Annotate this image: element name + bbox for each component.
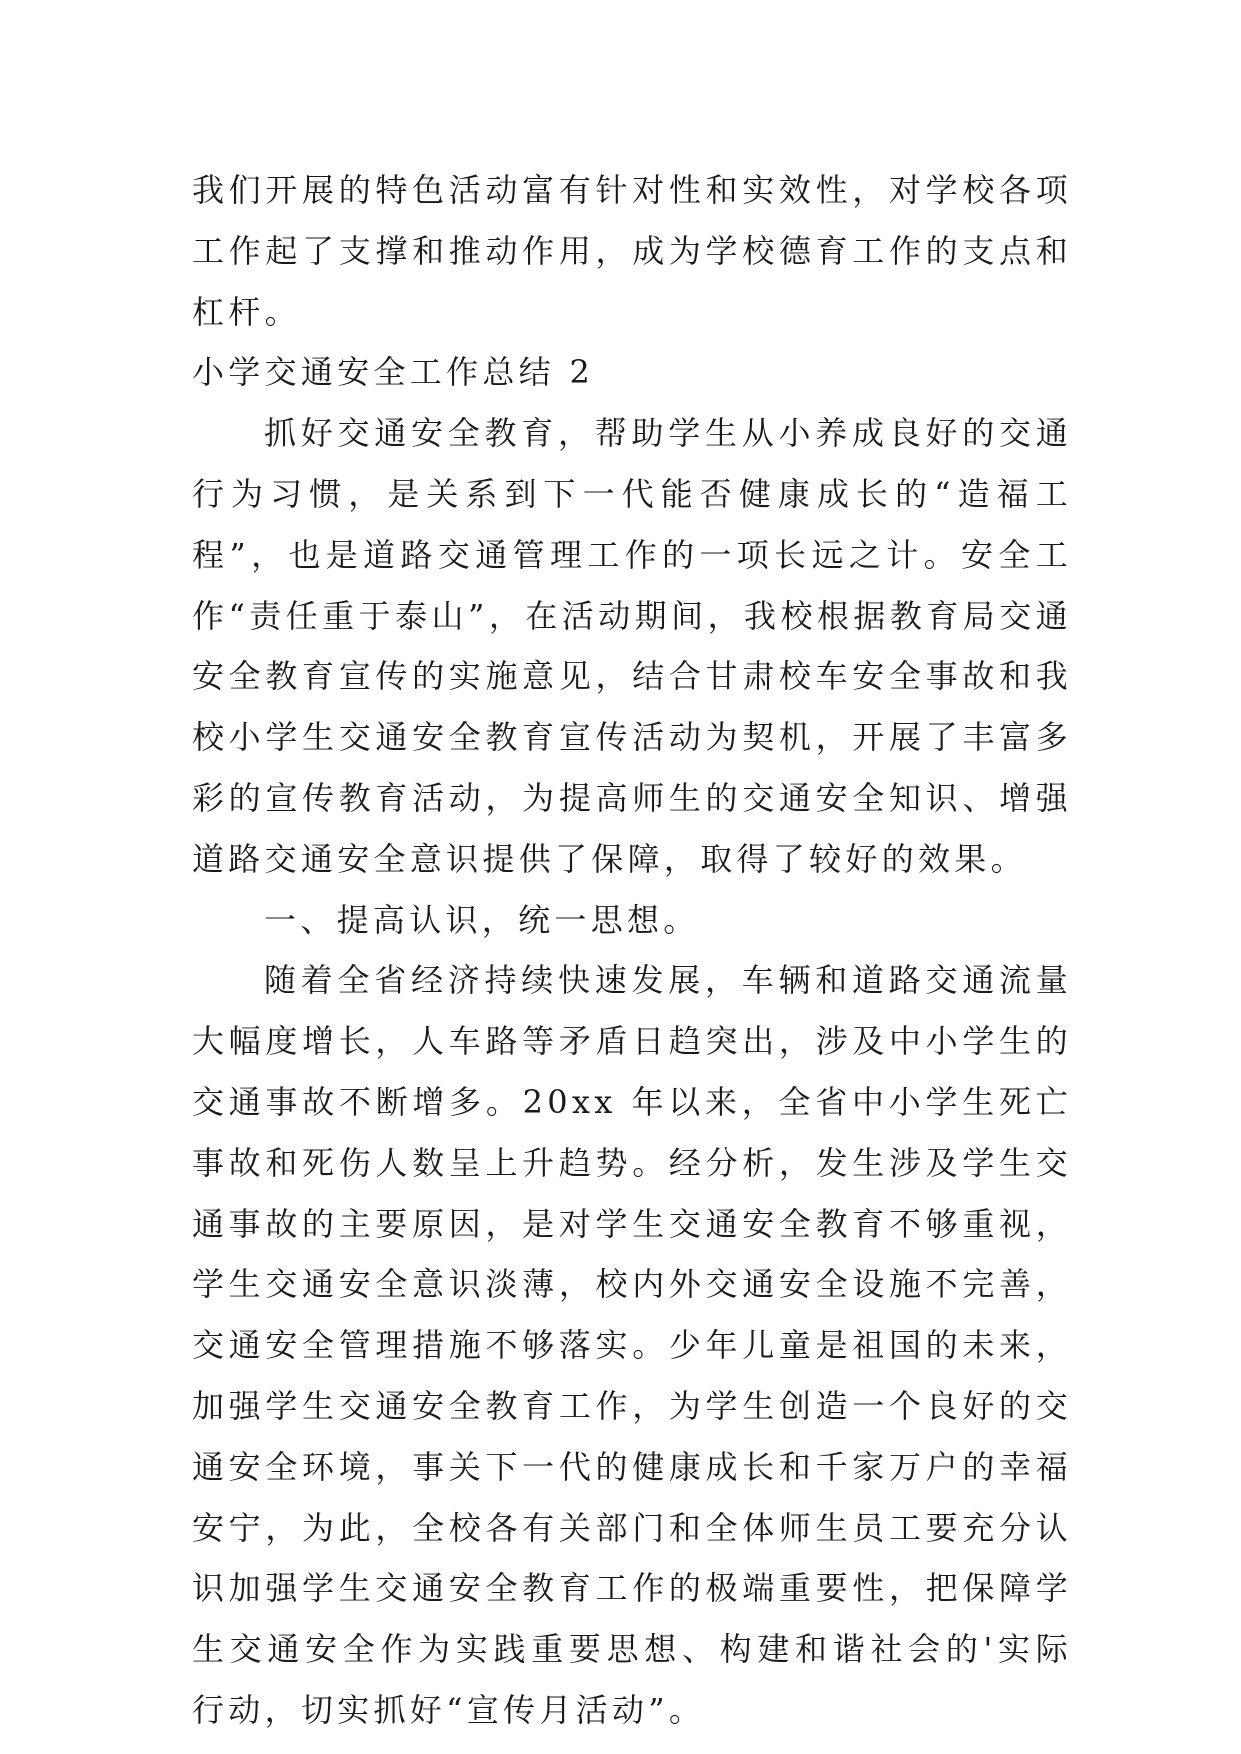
paragraph-intro-conclusion: 我们开展的特色活动富有针对性和实效性，对学校各项工作起了支撑和推动作用，成为学校德育工作的支点和杠杆。 bbox=[192, 171, 1072, 331]
paragraph-overview: 抓好交通安全教育，帮助学生从小养成良好的交通行为习惯，是关系到下一代能否健康成长的“造福工程”，也是道路交通管理工作的一项长远之计。安全工作“责任重于泰山”，在活动期间，我校根据教育局交通安全教育宣传的实施意见，结合甘肃校车安全事故和我校小学生交通安全教育宣传活动为契机，开展了丰富多彩的宣传教育活动，为提高师生的交通安全知识、增强道路交通安全意识提供了保障，取得了较好的效果。 bbox=[192, 414, 1072, 878]
subsection-heading: 一、提高认识，统一思想。 bbox=[264, 900, 700, 939]
document-body bbox=[192, 160, 1072, 1741]
section-heading: 小学交通安全工作总结 2 bbox=[192, 353, 595, 392]
paragraph-details: 随着全省经济持续快速发展，车辆和道路交通流量大幅度增长，人车路等矛盾日趋突出，涉及中小学生的交通事故不断增多。20xx 年以来，全省中小学生死亡事故和死伤人数呈上升趋势。经分析，发生涉及学生交通事故的主要原因，是对学生交通安全教育不够重视，学生交通安全意识淡薄，校内外交通安全设施不完善，交通安全管理措施不够落实。少年儿童是祖国的未来，加强学生交通安全教育工作，为学生创造一个良好的交通安全环境，事关下一代的健康成长和千家万户的幸福安宁，为此，全校各有关部门和全体师生员工要充分认识加强学生交通安全教育工作的极端重要性，把保障学生交通安全作为实践重要思想、构建和谐社会的'实际行动，切实抓好“宣传月活动”。 bbox=[192, 961, 1072, 1729]
